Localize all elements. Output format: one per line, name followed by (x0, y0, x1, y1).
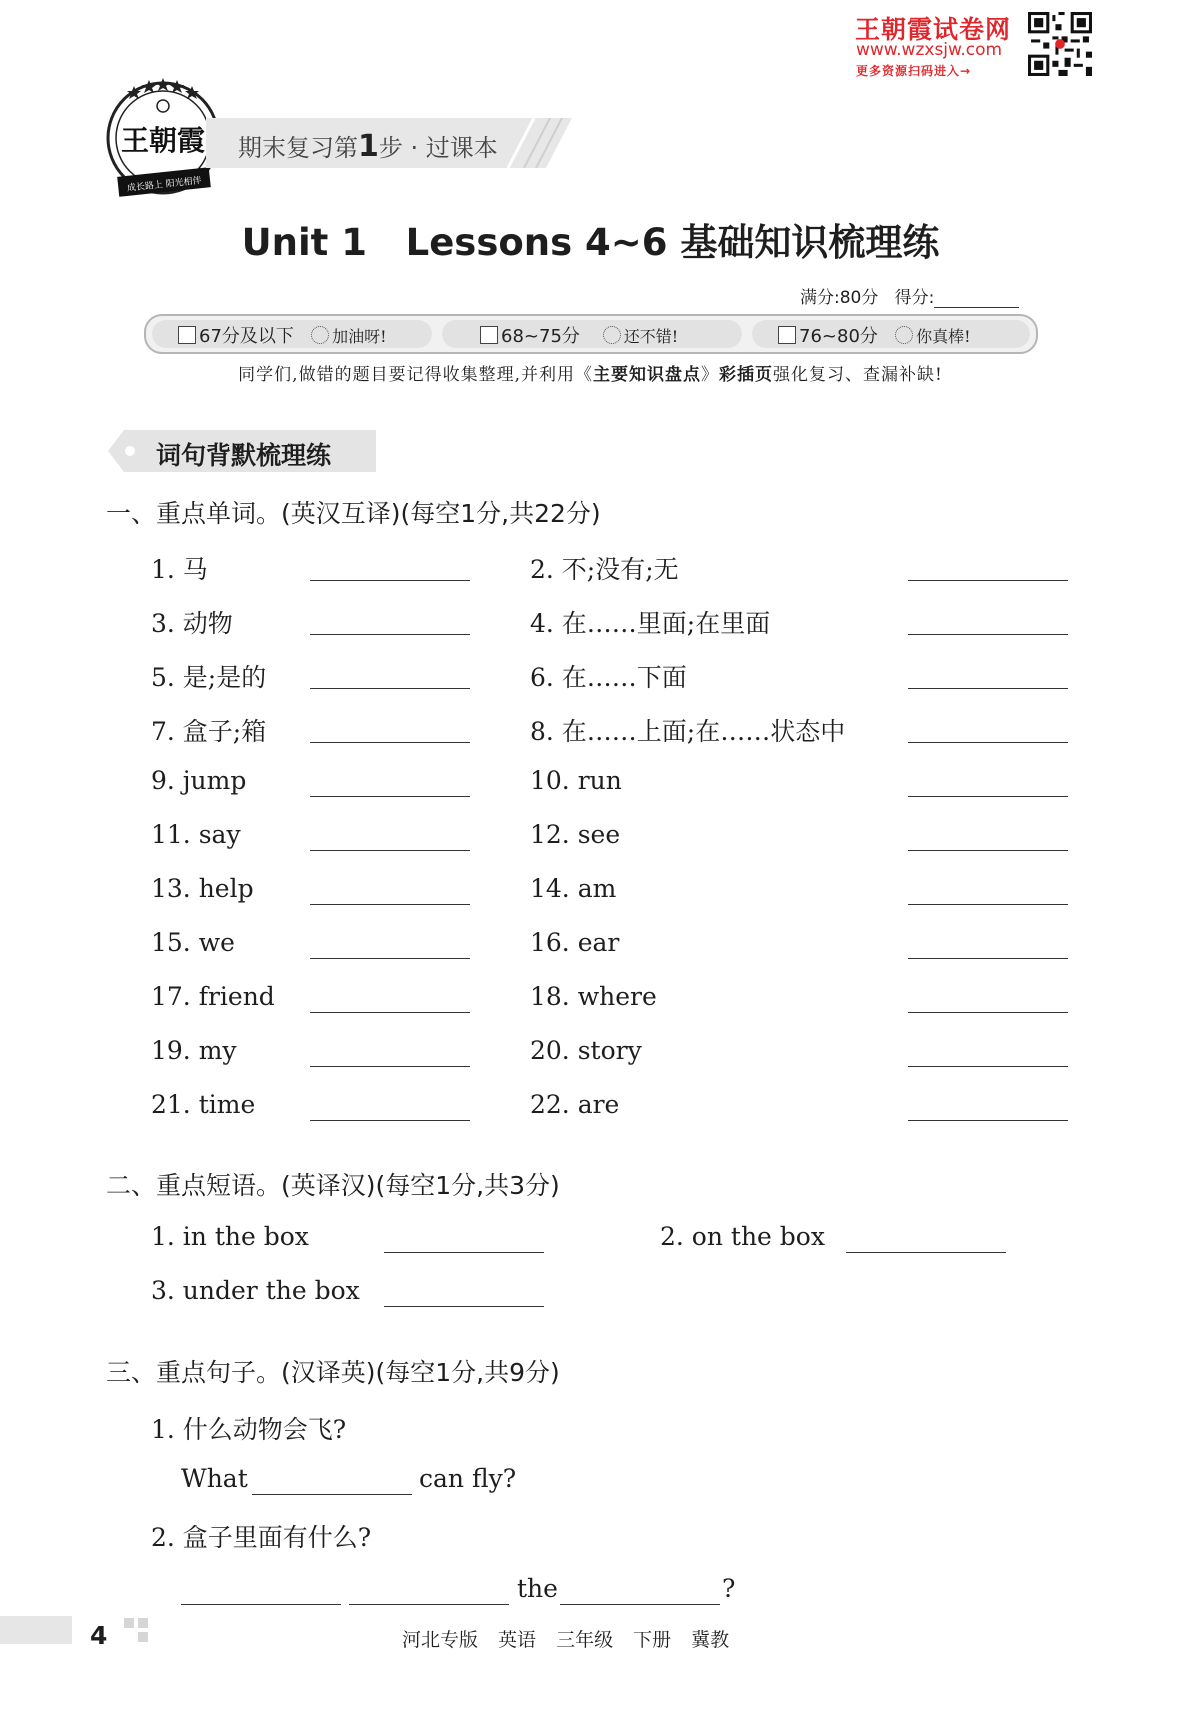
brand-scan-text: 更多资源扫码进入→ (856, 64, 972, 78)
q1-item: 10. run (530, 766, 622, 795)
answer-blank[interactable] (310, 904, 470, 905)
q1-item: 15. we (151, 928, 235, 957)
smile-icon (895, 326, 913, 344)
smile-icon (311, 326, 329, 344)
answer-blank[interactable] (384, 1306, 544, 1307)
q1-item: 4. 在……里面;在里面 (530, 609, 771, 638)
answer-blank[interactable] (908, 1012, 1068, 1013)
q3-sentence-1-post: can fly? (419, 1464, 517, 1493)
q1-item: 19. my (151, 1036, 237, 1065)
q3-sentence-2-mid: the (517, 1574, 558, 1603)
page-title: Unit 1 Lessons 4~6 基础知识梳理练 (241, 221, 940, 264)
notice-text: 同学们,做错的题目要记得收集整理,并利用《主要知识盘点》彩插页强化复习、查漏补缺! (238, 365, 943, 385)
answer-blank[interactable] (908, 904, 1068, 905)
page-number: 4 (90, 1621, 108, 1650)
q1-item: 18. where (530, 982, 657, 1011)
answer-blank[interactable] (181, 1604, 341, 1605)
level-1[interactable]: 67分及以下 加油呀! (178, 322, 387, 348)
q1-item: 21. time (151, 1090, 256, 1119)
level-2[interactable]: 68~75分 还不错! (480, 322, 678, 348)
q1-item: 14. am (530, 874, 617, 903)
q1-item: 9. jump (151, 766, 247, 795)
q3-sentence-1-pre: What (181, 1464, 248, 1493)
q1-heading: 一、重点单词。(英汉互译)(每空1分,共22分) (106, 499, 601, 528)
answer-blank[interactable] (908, 688, 1068, 689)
q3-heading: 三、重点句子。(汉译英)(每空1分,共9分) (106, 1358, 560, 1387)
answer-blank[interactable] (846, 1252, 1006, 1253)
q1-item: 13. help (151, 874, 254, 903)
q1-item: 6. 在……下面 (530, 663, 687, 692)
footer-decoration (124, 1618, 134, 1628)
answer-blank[interactable] (908, 796, 1068, 797)
section-title: 词句背默梳理练 (156, 441, 332, 470)
footer-info: 河北专版 英语 三年级 下册 冀教 (402, 1629, 730, 1651)
answer-blank[interactable] (310, 1012, 470, 1013)
q1-item: 2. 不;没有;无 (530, 555, 679, 584)
answer-blank[interactable] (310, 634, 470, 635)
answer-blank[interactable] (310, 796, 470, 797)
answer-blank[interactable] (310, 1066, 470, 1067)
q1-item: 12. see (530, 820, 621, 849)
q1-item: 7. 盒子;箱 (151, 717, 267, 746)
svg-text:王朝霞: 王朝霞 (120, 124, 206, 157)
answer-blank[interactable] (908, 958, 1068, 959)
qr-code-icon[interactable] (1028, 12, 1092, 76)
q2-item: 1. in the box (151, 1222, 309, 1251)
answer-blank[interactable] (252, 1494, 412, 1495)
q2-item: 3. under the box (151, 1276, 360, 1305)
answer-blank[interactable] (908, 580, 1068, 581)
answer-blank[interactable] (908, 1066, 1068, 1067)
score-level-bar (144, 314, 1038, 354)
q1-item: 16. ear (530, 928, 620, 957)
q3-sentence-2-cn: 2. 盒子里面有什么? (151, 1523, 372, 1552)
footer-decoration (138, 1632, 148, 1642)
q1-item: 11. say (151, 820, 241, 849)
answer-blank[interactable] (384, 1252, 544, 1253)
answer-blank[interactable] (908, 850, 1068, 851)
q3-sentence-1-cn: 1. 什么动物会飞? (151, 1415, 347, 1444)
brand-name: 王朝霞试卷网 (855, 15, 1012, 44)
answer-blank[interactable] (310, 580, 470, 581)
level-3[interactable]: 76~80分 你真棒! (778, 322, 971, 348)
level-3-checkbox[interactable] (778, 326, 796, 344)
level-1-checkbox[interactable] (178, 326, 196, 344)
answer-blank[interactable] (310, 850, 470, 851)
q2-item: 2. on the box (660, 1222, 825, 1251)
footer-bar (0, 1616, 72, 1644)
q1-item: 5. 是;是的 (151, 663, 267, 692)
q1-item: 8. 在……上面;在……状态中 (530, 717, 846, 746)
brand-url[interactable]: www.wzxsjw.com (856, 40, 1003, 60)
footer-decoration (138, 1618, 148, 1628)
q1-item: 17. friend (151, 982, 275, 1011)
score-blank[interactable] (934, 291, 1019, 308)
answer-blank[interactable] (310, 742, 470, 743)
q1-item: 20. story (530, 1036, 642, 1065)
answer-blank[interactable] (310, 958, 470, 959)
level-2-checkbox[interactable] (480, 326, 498, 344)
answer-blank[interactable] (310, 688, 470, 689)
answer-blank[interactable] (349, 1604, 509, 1605)
answer-blank[interactable] (908, 1120, 1068, 1121)
answer-blank[interactable] (908, 634, 1068, 635)
answer-blank[interactable] (560, 1604, 720, 1605)
q2-heading: 二、重点短语。(英译汉)(每空1分,共3分) (106, 1171, 560, 1200)
answer-blank[interactable] (908, 742, 1068, 743)
logo-seal-icon (104, 76, 222, 202)
q3-sentence-2-end: ? (722, 1574, 736, 1603)
svg-text:成长路上 阳光相伴: 成长路上 阳光相伴 (126, 176, 203, 194)
score-line: 满分:80分 得分: (800, 283, 1019, 308)
banner-text: 期末复习第1步 · 过课本 (238, 129, 498, 164)
smile-icon (603, 326, 621, 344)
q1-item: 1. 马 (151, 555, 208, 584)
answer-blank[interactable] (310, 1120, 470, 1121)
q1-item: 3. 动物 (151, 609, 233, 638)
q1-item: 22. are (530, 1090, 620, 1119)
